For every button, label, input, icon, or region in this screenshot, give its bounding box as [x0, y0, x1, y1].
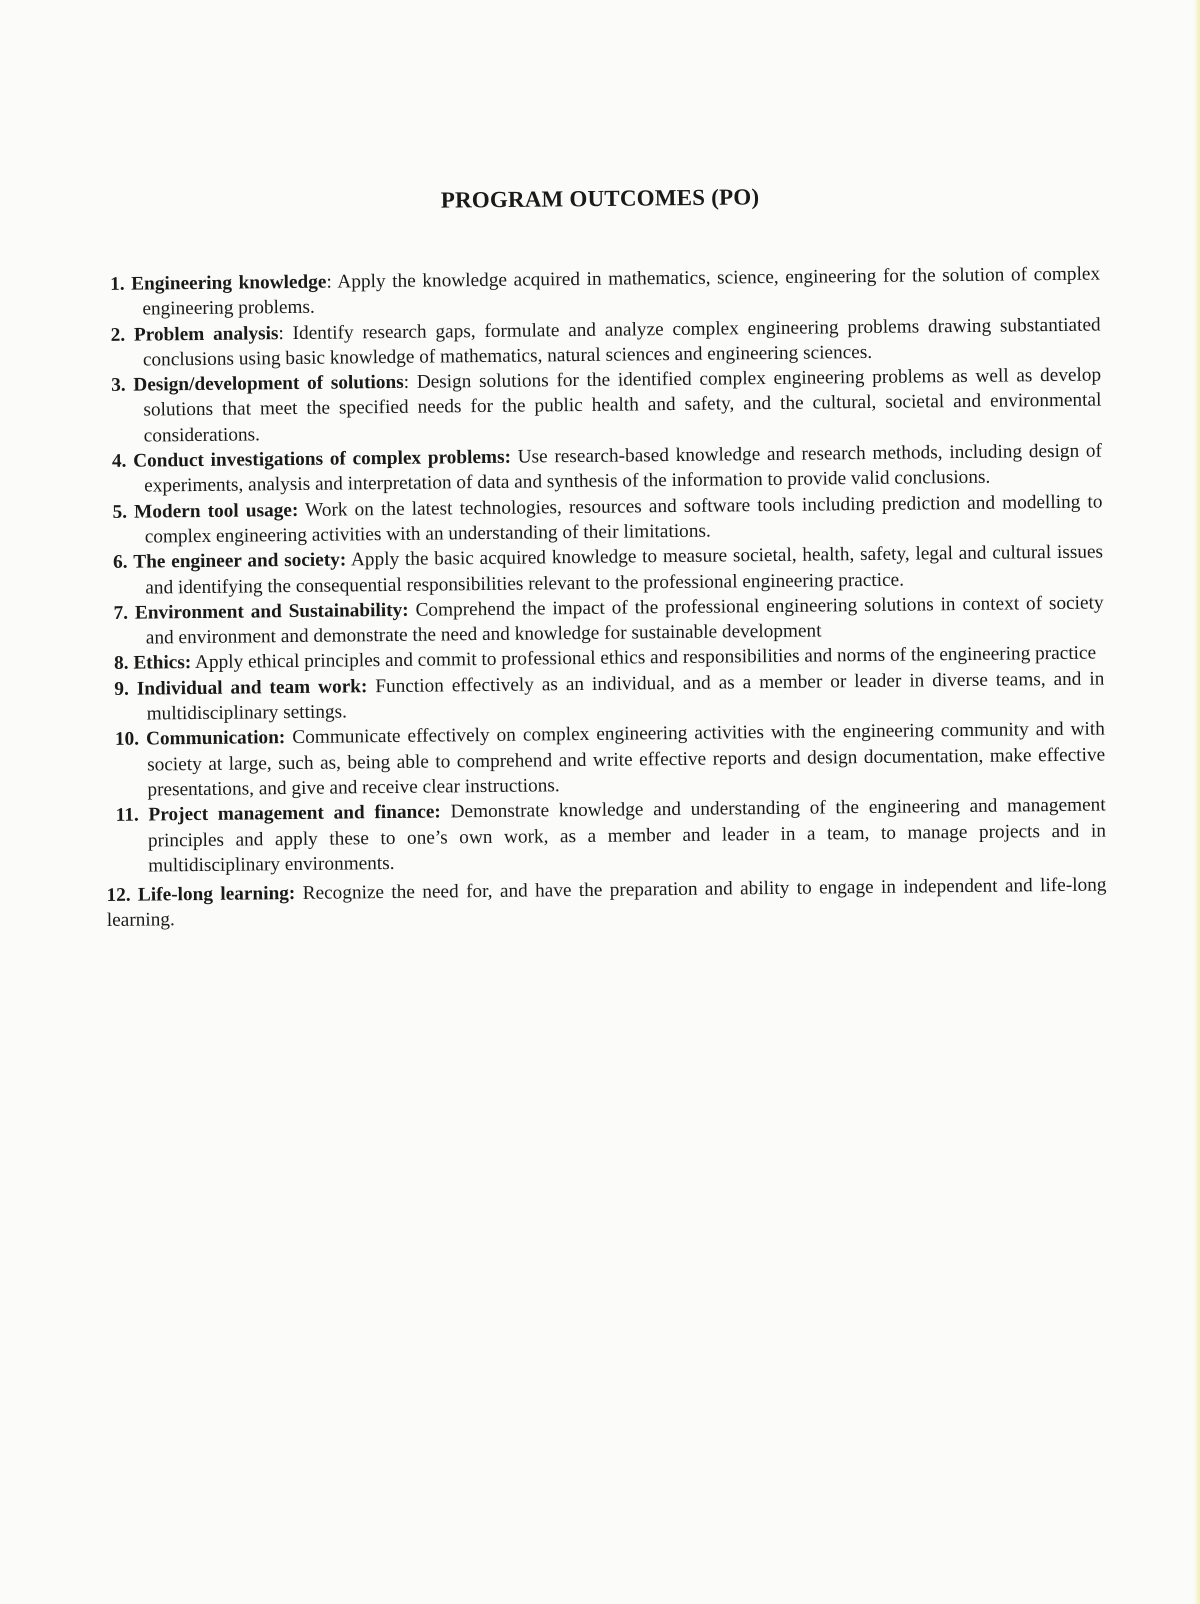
outcome-text: Demonstrate knowledge and understanding of the engineering and management principles and apply these to one’s own work, as a member and leader in a team, to manage projects and in multidisciplinary environments. [147, 794, 1107, 877]
outcome-heading: Ethics: [133, 652, 192, 675]
outcome-item [101, 363, 1102, 449]
outcome-text: Work on the latest technologies, resources and software tools including prediction and modelling to complex engineering activities with an understanding of their limitations. [144, 491, 1103, 548]
outcome-number: 5. [112, 501, 128, 523]
outcome-number: 9. [114, 678, 129, 700]
outcome-number: 2. [110, 324, 126, 346]
outcome-text: Communicate effectively on complex engineering activities with the engineering community and with society at large, such as, being able to comprehend and write effective reports and design documentation, make effective presentations, and give and receive clear instructions. [147, 718, 1106, 801]
outcome-separator: : [278, 322, 284, 344]
outcome-text: Apply the basic acquired knowledge to measure societal, health, safety, legal and cultural issues and identifying the consequential responsibilities relevant to the professional engineering practice. [145, 541, 1104, 599]
outcome-heading: Modern tool usage: [134, 499, 299, 523]
outcome-heading: Conduct investigations of complex problems: [133, 446, 512, 472]
outcome-item [106, 793, 1107, 879]
outcome-text: Comprehend the impact of the professional engineering solutions in context of society and environment and demonstrate the need and knowledge for sustainable development [145, 592, 1104, 649]
outcome-item [106, 873, 1106, 934]
outcome-heading: Design/development of solutions [133, 372, 404, 396]
outcome-separator: : [326, 271, 332, 293]
outcome-heading: Life-long learning: [137, 883, 296, 906]
outcome-number: 4. [111, 450, 127, 472]
outcome-number: 1. [110, 273, 125, 295]
outcome-heading: Problem analysis [133, 322, 279, 346]
outcome-number: 11. [115, 804, 139, 827]
outcome-text: Function effectively as an individual, and as a member or leader in diverse teams, and in multidisciplinary settings. [146, 668, 1105, 725]
outcome-heading: Individual and team work: [136, 675, 368, 700]
outcome-number: 3. [111, 374, 126, 397]
outcome-text: Apply the knowledge acquired in mathematics, science, engineering for the solution of complex engineering problems. [142, 263, 1101, 320]
outcome-text: Design solutions for the identified complex engineering problems as well as develop solutions that meet the specified needs for the public health and safety, and the cultural, societal and environmental considerations. [143, 364, 1102, 447]
outcome-text: Recognize the need for, and have the preparation and ability to engage in independent and life-long learning. [106, 874, 1107, 932]
outcome-heading: The engineer and society: [133, 549, 347, 573]
outcomes-list [100, 262, 1107, 934]
outcome-number: 8. [113, 653, 129, 675]
outcome-text: Use research-based knowledge and research methods, including design of experiments, analysis and interpretation of data and synthesis of the information to provide valid conclusions. [144, 440, 1103, 497]
outcome-heading: Project management and finance: [148, 801, 441, 826]
outcome-heading: Engineering knowledge [131, 271, 327, 295]
outcome-number: 10. [114, 728, 140, 751]
outcome-item [105, 717, 1106, 803]
outcome-number: 6. [112, 551, 128, 574]
outcome-separator: : [403, 371, 410, 394]
outcome-heading: Communication: [145, 727, 286, 750]
outcome-number: 7. [113, 602, 129, 624]
page-title: PROGRAM OUTCOMES (PO) [440, 184, 760, 213]
page-edge [1194, 0, 1200, 1604]
outcome-text: Apply ethical principles and commit to professional ethics and responsibilities and norms of the engineering practice [191, 643, 1097, 674]
outcome-text: Identify research gaps, formulate and analyze complex engineering problems drawing substantiated conclusions using basic knowledge of mathematics, natural sciences and engineering sciences. [142, 314, 1101, 371]
outcome-heading: Environment and Sustainability: [134, 599, 409, 624]
outcome-number: 12. [106, 884, 131, 907]
